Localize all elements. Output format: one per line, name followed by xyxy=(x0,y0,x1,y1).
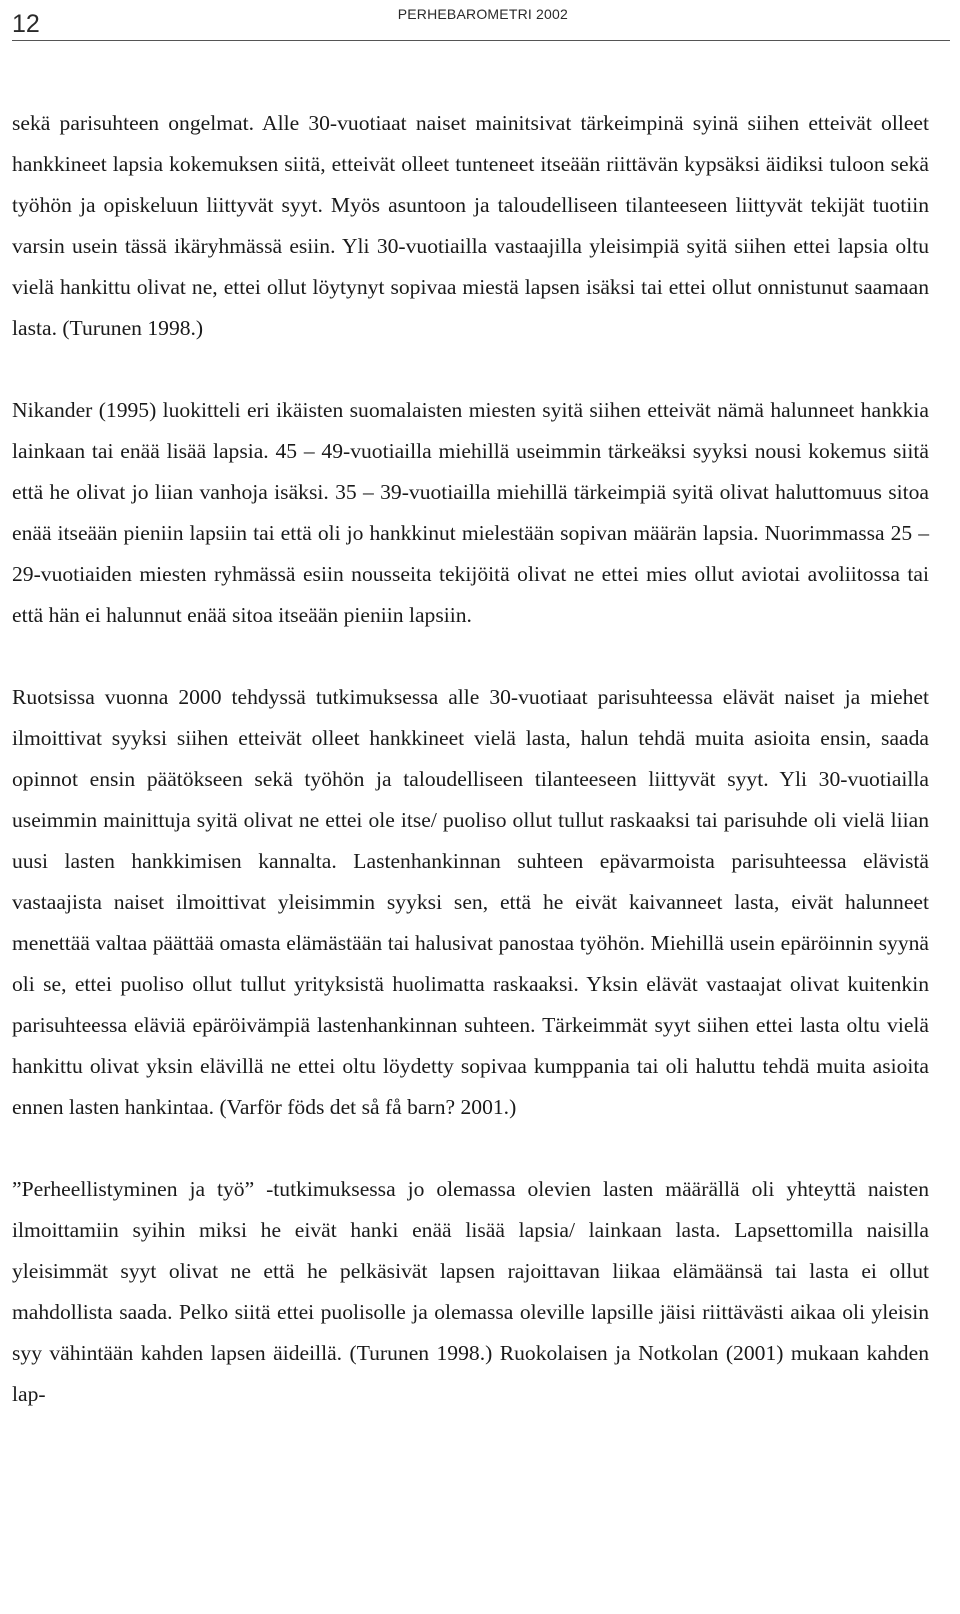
paragraph-2: Nikander (1995) luokitteli eri ikäisten suomalaisten miesten syitä siihen etteivät nämä halunneet hankkia lainkaan tai enää lisää lapsia. 45 – 49-vuotiailla miehillä useimmin tärkeäksi syyksi nousi kokemus siitä että he olivat jo liian vanhoja isäksi. 35 – 39-vuotiailla miehillä tärkeimpiä syitä olivat haluttomuus sitoa enää itseään pieniin lapsiin tai että oli jo hankkinut mielestään sopivan määrän lapsia. Nuorimmassa 25 – 29-vuotiaiden miesten ryhmässä esiin nousseita tekijöitä olivat ne ettei mies ollut aviotai avoliitossa tai että hän ei halunnut enää sitoa itseään pieniin lapsiin. xyxy=(12,398,929,627)
paragraph-4: ”Perheellistyminen ja työ” -tutkimuksessa jo olemassa olevien lasten määrällä oli yhteyttä naisten ilmoittamiin syihin miksi he eivät hanki enää lisää lapsia/ lainkaan lasta. Lapsettomilla naisilla yleisimmät syyt olivat ne että he pelkäsivät lapsen rajoittavan liikaa elämäänsä tai lasta ei ollut mahdollista saada. Pelko siitä ettei puolisolle ja olemassa oleville lapsille jäisi riittävästi aikaa oli yleisin syy vähintään kahden lapsen äideillä. (Turunen 1998.) Ruokolaisen ja Notkolan (2001) mukaan kahden lap- xyxy=(12,1177,929,1406)
page-number: 12 xyxy=(12,10,40,38)
paragraph-1: sekä parisuhteen ongelmat. Alle 30-vuotiaat naiset mainitsivat tärkeimpinä syinä siihen etteivät olleet hankkineet lapsia kokemuksen siitä, etteivät olleet tunteneet itseään riittävän kypsäksi äidiksi tuloon sekä työhön ja opiskeluun liittyvät syyt. Myös asuntoon ja taloudelliseen tilanteeseen liittyvät tekijät tuotiin varsin usein tässä ikäryhmässä esiin. Yli 30-vuotiailla vastaajilla yleisimpiä syitä siihen ettei lapsia oltu vielä hankittu olivat ne, ettei ollut löytynyt sopivaa miestä lapsen isäksi tai ettei ollut onnistunut saamaan lasta. (Turunen 1998.) xyxy=(12,111,929,340)
header-rule xyxy=(12,40,950,41)
paragraph-3: Ruotsissa vuonna 2000 tehdyssä tutkimuksessa alle 30-vuotiaat parisuhteessa elävät naiset ja miehet ilmoittivat syyksi siihen etteivät olleet hankkineet vielä lasta, halun tehdä muita asioita ensin, saada opinnot ensin päätökseen sekä työhön ja taloudelliseen tilanteeseen liittyvät syyt. Yli 30-vuotiailla useimmin mainittuja syitä olivat ne ettei ole itse/ puoliso ollut tullut raskaaksi tai parisuhde oli vielä liian uusi lasten hankkimisen kannalta. Lastenhankinnan suhteen epävarmoista parisuhteessa elävistä vastaajista naiset ilmoittivat yleisimmin syyksi sen, että he eivät kaivanneet lasta, eivät halunneet menettää valtaa päättää omasta elämästään tai halusivat panostaa työhön. Miehillä usein epäröinnin syynä oli se, ettei puoliso ollut tullut yrityksistä huolimatta raskaaksi. Yksin elävät vastaajat olivat kuitenkin parisuhteessa eläviä epäröivämpiä lastenhankinnan suhteen. Tärkeimmät syyt siihen ettei lasta oltu vielä hankittu olivat yksin elävillä ne ettei oltu löydetty sopivaa kumppania tai oli haluttu tehdä muita asioita ennen lasten hankintaa. (Varför föds det så få barn? 2001.) xyxy=(12,685,929,1119)
page-header xyxy=(0,0,960,44)
running-head: PERHEBAROMETRI 2002 xyxy=(397,6,568,22)
body-text xyxy=(12,103,929,1415)
